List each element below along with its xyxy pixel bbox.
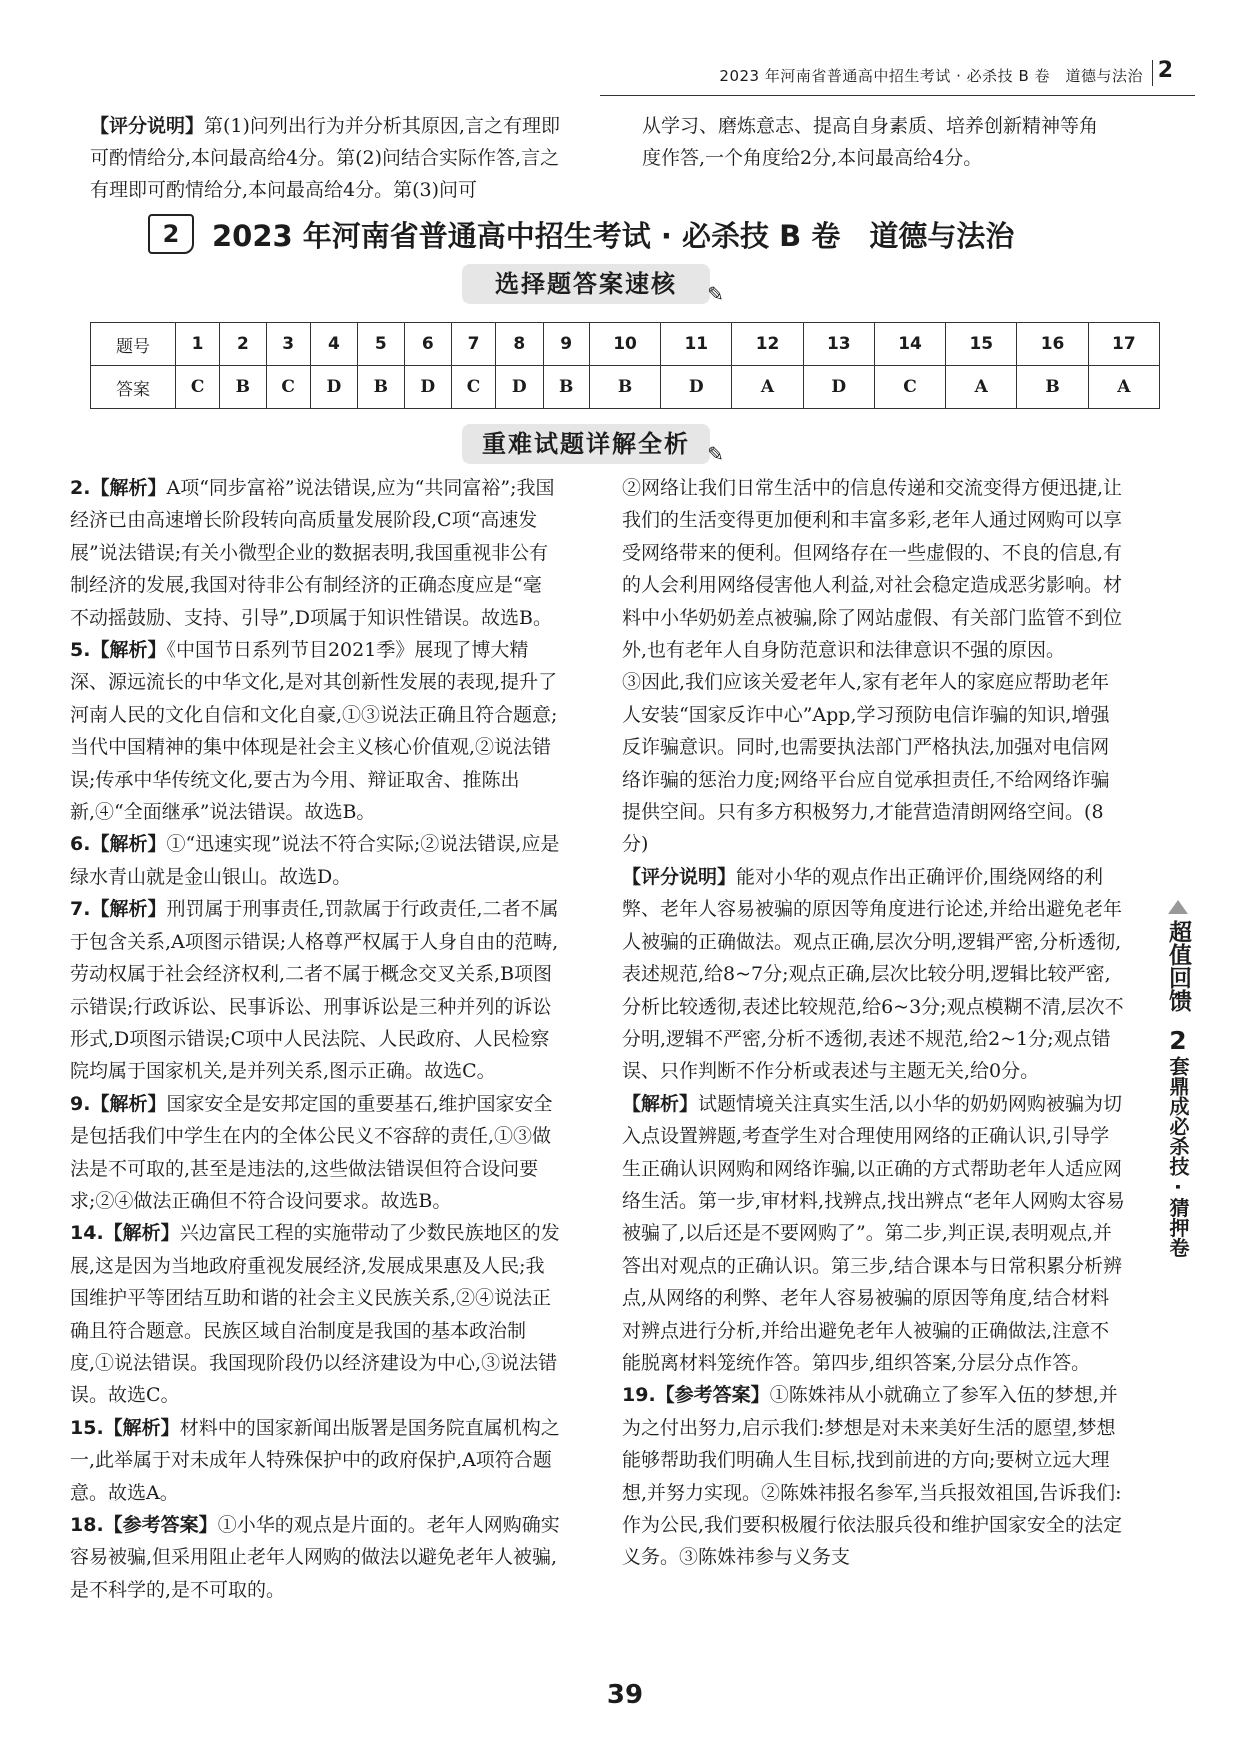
row-label-answer: 答案 (91, 366, 176, 409)
question-18-scoring-note: 【评分说明】能对小华的观点作出正确评价,围绕网络的利弊、老年人容易被骗的原因等角度进行论述,并给出避免老年人被骗的正确做法。观点正确,层次分明,逻辑严密,分析透彻,表述规范,给8~7分;观点正确,层次比较分明,逻辑比较严密,分析比较透彻,表述比较规范,给6~3分;观点模糊不清,层次不分明,逻辑不严密,分析不透彻,表述不规范,给2~1分;观点错误、只作判断不作分析或表述与主题无关,给0分。 (622, 865, 1124, 1083)
side-tab (1150, 900, 1206, 1258)
side-tab-series: 套鼎成必杀技 · 猜押卷 (1166, 1056, 1190, 1258)
answer-cell: D (661, 366, 732, 409)
answer-cell: C (176, 366, 220, 409)
question-19-answer: 19.【参考答案】①陈姝祎从小就确立了参军入伍的梦想,并为之付出努力,启示我们:梦想是对未来美好生活的愿望,梦想能够帮助我们明确人生目标,找到前进的方向;要树立远大理想,并努力实现。②陈姝祎报名参军,当兵报效祖国,告诉我们:作为公民,我们要积极履行依法服兵役和维护国家安全的法定义务。③陈姝祎参与义务支 (622, 1384, 1123, 1569)
question-number-cell: 10 (589, 323, 660, 366)
answer-cell: C (266, 366, 310, 409)
question-number-cell: 15 (946, 323, 1017, 366)
answer-cell: A (732, 366, 803, 409)
section-answer-check (462, 264, 724, 306)
question-number-cell: 16 (1017, 323, 1088, 366)
question-number-cell: 5 (358, 323, 404, 366)
question-18-part-2: ②网络让我们日常生活中的信息传递和交流变得方便迅捷,让我们的生活变得更加便利和丰富多彩,老年人通过网购可以享受网络带来的便利。但网络存在一些虚假的、不良的信息,有的人会利用网络侵害他人利益,对社会稳定造成恶劣影响。材料中小华奶奶差点被骗,除了网站虚假、有关部门监管不到位外,也有老年人自身防范意识和法律意识不强的原因。 (622, 477, 1123, 662)
answer-cell: D (310, 366, 357, 409)
question-18-answer: 18.【参考答案】①小华的观点是片面的。老年人网购确实容易被骗,但采用阻止老年人网购的做法以避免老年人被骗,是不科学的,是不可取的。 (70, 1514, 560, 1601)
title-number-badge: 2 (148, 214, 194, 254)
answer-row (91, 366, 1160, 409)
scoring-note-top: 【评分说明】第(1)问列出行为并分析其原因,言之有理即可酌情给分,本问最高给4分。第(2)问结合实际作答,言之有理即可酌情给分,本问最高给4分。第(3)问可 (90, 115, 560, 201)
question-number-cell: 6 (404, 323, 451, 366)
row-label-question: 题号 (91, 323, 176, 366)
question-number-cell: 3 (266, 323, 310, 366)
page-number: 39 (606, 1680, 644, 1710)
pencil-icon: ✎ (707, 442, 724, 466)
question-number-cell: 17 (1088, 323, 1159, 366)
question-18-analysis: 【解析】试题情境关注真实生活,以小华的奶奶网购被骗为切入点设置辨题,考查学生对合理使用网络的正确认识,引导学生正确认识网购和网络诈骗,以正确的方式帮助老年人适应网络生活。第一步,审材料,找辨点,找出辨点“老年人网购太容易被骗了,以后还是不要网购了”。第二步,判正误,表明观点,并答出对观点的正确认识。第三步,结合课本与日常积累分析辨点,从网络的利弊、老年人容易被骗的原因等角度,结合材料对辨点进行分析,并给出避免老年人被骗的正确做法,注意不能脱离材料笼统作答。第四步,组织答案,分层分点作答。 (622, 1092, 1125, 1374)
answer-cell: A (946, 366, 1017, 409)
header-title: 2023 年河南省普通高中招生考试 · 必杀技 B 卷 道德与法治 (719, 67, 1143, 85)
answer-cell: B (1017, 366, 1088, 409)
question-number-cell: 14 (874, 323, 945, 366)
question-number-cell: 13 (803, 323, 874, 366)
header-divider (1152, 60, 1153, 86)
section-answer-check-label: 选择题答案速核 (495, 270, 677, 298)
top-left-column (90, 110, 560, 206)
question-9-analysis: 9.【解析】国家安全是安邦定国的重要基石,维护国家安全是包括我们中学生在内的全体公民义不容辞的责任,①③做法是不可取的,甚至是违法的,这些做法错误但符合设问要求;②④做法正确但不符合设问要求。故选B。 (70, 1092, 553, 1212)
answer-cell: C (451, 366, 495, 409)
answer-cell: B (220, 366, 266, 409)
answer-table (90, 322, 1160, 409)
question-6-analysis: 6.【解析】①“迅速实现”说法不符合实际;②说法错误,应是绿水青山就是金山银山。故选D。 (70, 833, 560, 888)
question-7-analysis: 7.【解析】刑罚属于刑事责任,罚款属于行政责任,二者不属于包含关系,A项图示错误;人格尊严权属于人身自由的范畴,劳动权属于社会经济权利,二者不属于概念交叉关系,B项图示错误;行政诉讼、民事诉讼、刑事诉讼是三种并列的诉讼形式,D项图示错误;C项中人民法院、人民政府、人民检察院均属于国家机关,是并列关系,图示正确。故选C。 (70, 898, 559, 1083)
question-number-cell: 2 (220, 323, 266, 366)
running-header (600, 56, 1195, 96)
question-number-row (91, 323, 1160, 366)
top-right-column (642, 110, 1112, 174)
left-column (70, 472, 560, 1606)
section-detailed-analysis (462, 424, 724, 466)
answer-cell: B (358, 366, 404, 409)
question-number-cell: 9 (543, 323, 589, 366)
side-tab-promo: 超值回馈 (1165, 920, 1191, 1012)
question-number-cell: 7 (451, 323, 495, 366)
question-18-part-3: ③因此,我们应该关爱老年人,家有老年人的家庭应帮助老年人安装“国家反诈中心”App,学习预防电信诈骗的知识,增强反诈骗意识。同时,也需要执法部门严格执法,加强对电信网络诈骗的惩治力度;网络平台应自觉承担责任,不给网络诈骗提供空间。只有多方积极努力,才能营造清朗网络空间。(8分) (622, 671, 1110, 856)
answer-cell: B (589, 366, 660, 409)
question-14-analysis: 14.【解析】兴边富民工程的实施带动了少数民族地区的发展,这是因为当地政府重视发展经济,发展成果惠及人民;我国维护平等团结互助和谐的社会主义民族关系,②④说法正确且符合题意。民族区域自治制度是我国的基本政治制度,①说法错误。我国现阶段仍以经济建设为中心,③说法错误。故选C。 (70, 1222, 560, 1407)
side-tab-number: 2 (1169, 1026, 1187, 1055)
question-5-analysis: 5.【解析】《中国节日系列节目2021季》展现了博大精深、源远流长的中华文化,是对其创新性发展的表现,提升了河南人民的文化自信和文化自豪,①③说法正确且符合题意;当代中国精神的集中体现是社会主义核心价值观,②说法错误;传承中华传统文化,要古为今用、辩证取舍、推陈出新,④“全面继承”说法错误。故选B。 (70, 639, 558, 824)
answer-cell: D (496, 366, 543, 409)
question-number-cell: 8 (496, 323, 543, 366)
answer-cell: C (874, 366, 945, 409)
question-number-cell: 12 (732, 323, 803, 366)
scoring-note-continued: 从学习、磨炼意志、提高自身素质、培养创新精神等角度作答,一个角度给2分,本问最高给4分。 (642, 115, 1099, 169)
question-2-analysis: 2.【解析】A项“同步富裕”说法错误,应为“共同富裕”;我国经济已由高速增长阶段转向高质量发展阶段,C项“高速发展”说法错误;有关小微型企业的数据表明,我国重视非公有制经济的发展,我国对待非公有制经济的正确态度应是“毫不动摇鼓励、支持、引导”,D项属于知识性错误。故选B。 (70, 477, 555, 629)
question-number-cell: 4 (310, 323, 357, 366)
answer-cell: D (803, 366, 874, 409)
section-detailed-analysis-label: 重难试题详解全析 (482, 430, 690, 458)
header-rule (600, 95, 1195, 96)
exam-title (148, 212, 1088, 256)
header-page-badge: 2 (1157, 58, 1173, 83)
right-column (622, 472, 1127, 1574)
question-number-cell: 1 (176, 323, 220, 366)
answer-cell: B (543, 366, 589, 409)
title-text: 2023 年河南省普通高中招生考试 · 必杀技 B 卷 道德与法治 (212, 219, 1015, 253)
answer-cell: D (404, 366, 451, 409)
question-15-analysis: 15.【解析】材料中的国家新闻出版署是国务院直属机构之一,此举属于对未成年人特殊保护中的政府保护,A项符合题意。故选A。 (70, 1416, 560, 1504)
pencil-icon: ✎ (707, 282, 724, 306)
triangle-marker-icon (1168, 900, 1188, 914)
answer-cell: A (1088, 366, 1159, 409)
question-number-cell: 11 (661, 323, 732, 366)
